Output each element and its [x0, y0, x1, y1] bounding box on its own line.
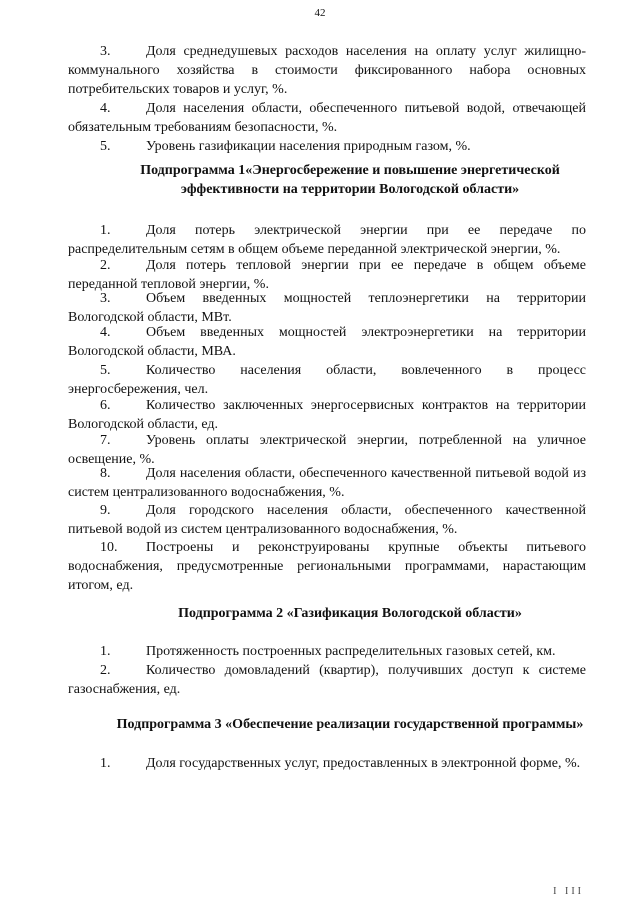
item-number: 5. — [100, 139, 111, 154]
list-item — [68, 538, 586, 595]
item-text: Доля потерь тепловой энергии при ее передаче в общем объеме переданной тепловой энергии, %. — [68, 258, 586, 292]
list-item — [68, 137, 586, 156]
item-number: 2. — [100, 663, 111, 678]
item-text: Доля населения области, обеспеченного качественной питьевой водой из систем централизованного водоснабжения, %. — [68, 466, 586, 500]
item-number: 9. — [100, 503, 111, 518]
item-number: 4. — [100, 101, 111, 116]
item-text: Доля городского населения области, обеспеченного качественной питьевой водой из систем централизованного водоснабжения, %. — [68, 503, 586, 537]
item-text: Количество населения области, вовлеченного в процесс энергосбережения, чел. — [68, 363, 586, 397]
item-number: 1. — [100, 756, 111, 771]
item-text: Уровень газификации населения природным газом, %. — [146, 139, 471, 154]
item-number: 7. — [100, 433, 111, 448]
item-number: 8. — [100, 466, 111, 481]
item-number: 1. — [100, 223, 111, 238]
list-item — [68, 642, 586, 661]
item-number: 5. — [100, 363, 111, 378]
list-item — [68, 323, 586, 361]
item-number: 2. — [100, 258, 111, 273]
list-item — [68, 464, 586, 502]
item-number: 1. — [100, 644, 111, 659]
page-number: 42 — [314, 7, 326, 19]
item-text: Объем введенных мощностей теплоэнергетики на территории Вологодской области, МВт. — [68, 291, 586, 325]
item-text: Доля государственных услуг, предоставленных в электронной форме, %. — [146, 756, 581, 771]
list-item — [68, 289, 586, 327]
list-item — [68, 221, 586, 259]
item-text: Доля потерь электрической энергии при ее передаче по распределительным сетям в общем объеме переданной электрической энергии, %. — [68, 223, 586, 257]
subprogram-2-heading: Подпрограмма 2 «Газификация Вологодской области» — [178, 606, 522, 621]
subprogram-1-heading: Подпрограмма 1«Энергосбережение и повышение энергетической эффективности на территории Вологодской области» — [140, 163, 560, 197]
item-text: Доля среднедушевых расходов населения на оплату услуг жилищно-коммунального хозяйства в стоимости фиксированного набора основных потребительских товаров и услуг, %. — [68, 44, 586, 97]
item-number: 6. — [100, 398, 111, 413]
item-text: Протяженность построенных распределительных газовых сетей, км. — [146, 644, 556, 659]
list-item — [68, 501, 586, 539]
list-item — [68, 754, 586, 773]
subprogram-3-heading: Подпрограмма 3 «Обеспечение реализации государственной программы» — [116, 717, 584, 732]
item-text: Объем введенных мощностей электроэнергетики на территории Вологодской области, МВА. — [68, 325, 586, 359]
list-item — [68, 661, 586, 699]
item-number: 4. — [100, 325, 111, 340]
item-number: 3. — [100, 44, 111, 59]
list-item — [68, 361, 586, 399]
list-item — [68, 42, 586, 99]
list-item — [68, 396, 586, 434]
item-number: 3. — [100, 291, 111, 306]
item-text: Количество домовладений (квартир), получивших доступ к системе газоснабжения, ед. — [68, 663, 586, 697]
item-text: Количество заключенных энергосервисных контрактов на территории Вологодской области, ед. — [68, 398, 586, 432]
footer-mark: I III — [553, 886, 584, 897]
item-number: 10. — [100, 540, 118, 555]
item-text: Построены и реконструированы крупные объекты питьевого водоснабжения, предусмотренные региональными программами, нарастающим итогом, ед. — [68, 540, 586, 593]
item-text: Доля населения области, обеспеченного питьевой водой, отвечающей обязательным требованиям безопасности, %. — [68, 101, 586, 135]
item-text: Уровень оплаты электрической энергии, потребленной на уличное освещение, %. — [68, 433, 586, 467]
list-item — [68, 99, 586, 137]
